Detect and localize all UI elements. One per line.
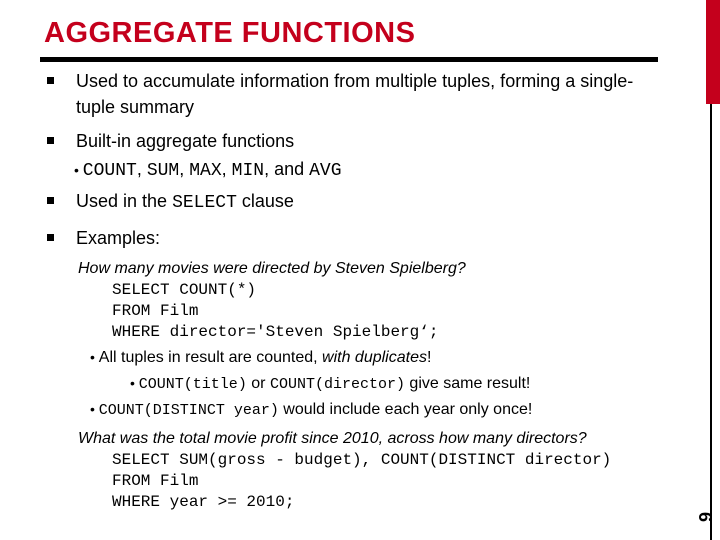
bullet-marker <box>47 197 54 204</box>
note-same-result <box>130 372 530 396</box>
separator: , <box>179 159 190 179</box>
note-distinct <box>90 398 532 422</box>
page-number: 6 <box>695 511 715 522</box>
note-text: or <box>246 375 270 392</box>
sub-bullet-functions <box>74 158 342 182</box>
code-inline: COUNT(title) <box>138 376 247 393</box>
function-max: MAX <box>189 161 222 181</box>
separator: , and <box>264 159 310 179</box>
bullet-text: Built-in aggregate functions <box>76 131 295 151</box>
note-duplicates <box>90 346 431 369</box>
bullet-text-post: clause <box>236 191 294 211</box>
separator: , <box>136 159 147 179</box>
sub-bullet-dot: • <box>74 162 83 178</box>
function-count: COUNT <box>82 161 137 181</box>
note-text: ! <box>426 349 432 366</box>
sql-code-line: FROM Film <box>112 472 199 490</box>
note-text: give same result! <box>404 375 531 392</box>
bullet-text: Used to accumulate information from multiple tuples, forming a single- <box>76 71 634 91</box>
bullet-text: tuple summary <box>76 97 195 117</box>
bullet-marker <box>47 77 54 84</box>
sql-code-line: WHERE director='Steven Spielberg‘; <box>112 323 439 341</box>
sub-bullet-dot: • <box>90 349 99 365</box>
select-keyword: SELECT <box>172 193 237 213</box>
sql-code-line: SELECT COUNT(*) <box>112 281 257 299</box>
function-avg: AVG <box>309 161 342 181</box>
title-underline <box>40 57 658 62</box>
sub-bullet-dot: • <box>130 375 139 391</box>
note-text: would include each year only once! <box>278 401 533 418</box>
bullet-text: Examples: <box>76 228 161 248</box>
accent-sidebar <box>706 0 720 104</box>
sql-code-line: WHERE year >= 2010; <box>112 493 295 511</box>
function-sum: SUM <box>146 161 180 181</box>
note-text: All tuples in result are counted, <box>98 349 323 366</box>
sql-code-line: FROM Film <box>112 302 199 320</box>
bullet-text-pre: Used in the <box>76 191 173 211</box>
example-question: How many movies were directed by Steven Spielberg? <box>78 260 466 277</box>
side-divider-line <box>710 104 712 540</box>
separator: , <box>221 159 232 179</box>
sql-code-line: SELECT SUM(gross - budget), COUNT(DISTINCT director) <box>112 451 612 469</box>
slide-title: AGGREGATE FUNCTIONS <box>44 17 416 49</box>
note-italic: with duplicates <box>322 349 427 366</box>
bullet-text-select <box>76 190 294 214</box>
function-min: MIN <box>231 161 265 181</box>
code-inline: COUNT(DISTINCT year) <box>98 402 279 419</box>
bullet-marker <box>47 137 54 144</box>
example-question: What was the total movie profit since 2010, across how many directors? <box>78 430 587 447</box>
sub-bullet-dot: • <box>90 401 99 417</box>
code-inline: COUNT(director) <box>269 376 405 393</box>
bullet-marker <box>47 234 54 241</box>
